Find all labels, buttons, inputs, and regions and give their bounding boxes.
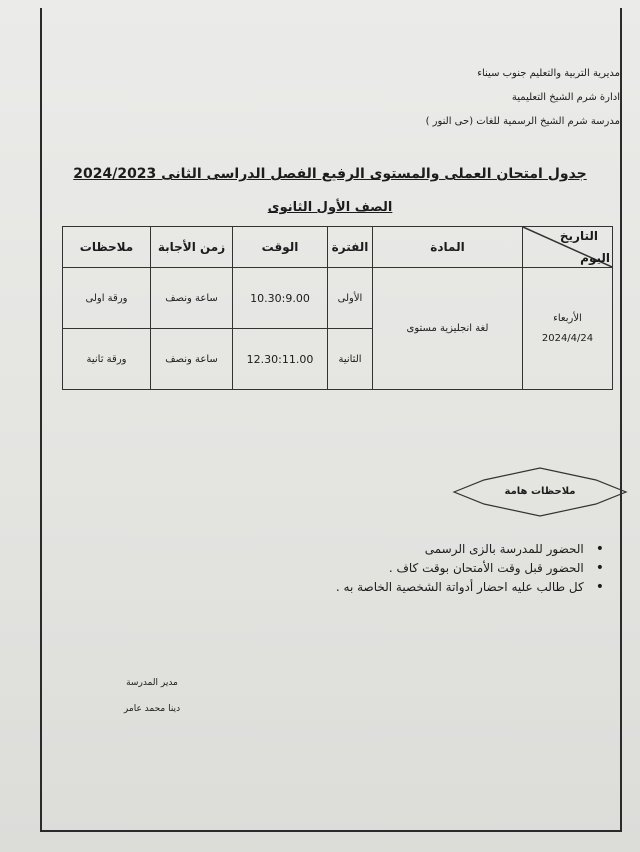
important-notes-list [336, 540, 604, 597]
period-cell: الأولى [328, 268, 373, 329]
header-duration: زمن الأجابة [151, 227, 233, 268]
table-header-row [63, 227, 613, 268]
header-notes: ملاحظات [63, 227, 151, 268]
day-name: الأربعاء [553, 312, 582, 324]
exam-schedule-table [62, 226, 613, 390]
header-date-day [523, 227, 613, 268]
signature-name: دينا محمد عامر [123, 704, 181, 714]
time-cell: 12.30:11.00 [233, 329, 328, 390]
period-cell: الثانية [328, 329, 373, 390]
list-item: • الحضور قبل وقت الأمتحان بوقت كاف . [336, 559, 604, 578]
header-subject: المادة [373, 227, 523, 268]
exam-date: 2024/4/24 [541, 332, 594, 344]
time-cell: 10.30:9.00 [233, 268, 328, 329]
page-subtitle: الصف الأول الثانوى [267, 200, 393, 215]
header-date: التاريخ [559, 229, 598, 243]
list-item: • الحضور للمدرسة بالزى الرسمى [336, 540, 604, 559]
header-period: الفترة [328, 227, 373, 268]
duration-cell: ساعة ونصف [151, 329, 233, 390]
header-day: اليوم [580, 251, 610, 265]
page-title: جدول امتحان العملى والمستوى الرفيع الفصل الدراسى الثانى 2024/2023 [73, 166, 587, 182]
header-time: الوقت [233, 227, 328, 268]
notes-cell: ورقة اولى [63, 268, 151, 329]
duration-cell: ساعة ونصف [151, 268, 233, 329]
header-administration: ادارة شرم الشيخ التعليمية [511, 92, 620, 103]
signature-role: مدير المدرسة [126, 678, 178, 688]
list-item: • كل طالب عليه احضار أدواتة الشخصية الخاصة به . [336, 578, 604, 597]
header-directorate: مديرية التربية والتعليم جنوب سيناء [477, 68, 620, 79]
notes-cell: ورقة ثانية [63, 329, 151, 390]
table-row [63, 268, 613, 329]
header-school: مدرسة شرم الشيخ الرسمية للغات (حى النور ) [425, 116, 620, 127]
important-notes-badge [452, 466, 628, 518]
subject-cell: لغة انجليزية مستوى [373, 268, 523, 390]
important-notes-label: ملاحظات هامة [504, 486, 576, 497]
day-date-cell [523, 268, 613, 390]
